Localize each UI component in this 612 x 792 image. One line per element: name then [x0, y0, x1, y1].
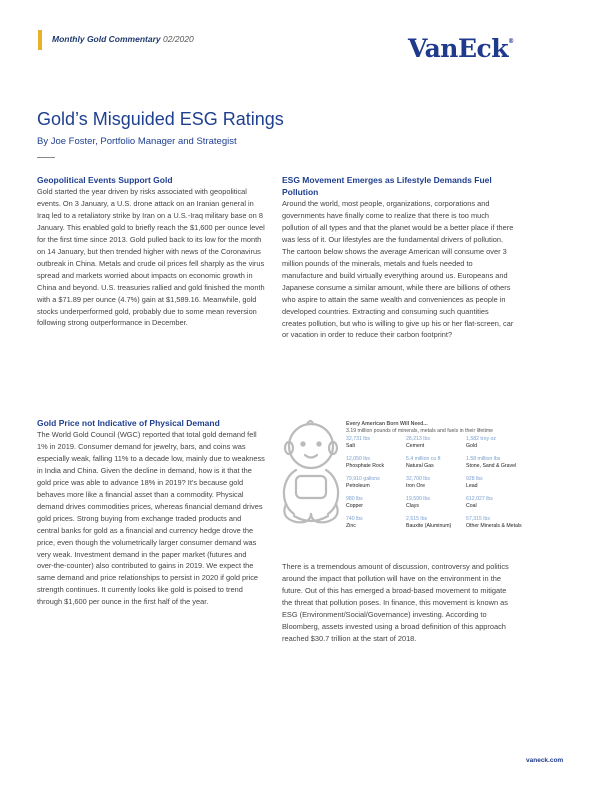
mineral-item: 2,615 lbs Bauxite (Aluminum)	[406, 516, 452, 530]
mineral-item: 1.58 million lbs Stone, Sand & Gravel	[466, 456, 517, 470]
mineral-item: 79,910 gallons Petroleum	[346, 476, 380, 490]
header-accent-bar	[38, 30, 42, 50]
mineral-item: 19,590 lbs Clays	[406, 496, 430, 510]
section-heading: Geopolitical Events Support Gold	[37, 175, 173, 185]
mineral-item: 1,582 troy oz Gold	[466, 436, 496, 450]
figure-heading	[346, 421, 493, 435]
mineral-item: 980 lbs Copper	[346, 496, 364, 510]
mineral-item: 928 lbs Lead	[466, 476, 483, 490]
vaneck-logo: VanEck®	[408, 34, 514, 63]
title-divider	[37, 157, 55, 158]
section-physical-demand	[37, 417, 265, 608]
footer-url[interactable]: vaneck.com	[526, 757, 564, 764]
byline: By Joe Foster, Portfolio Manager and Strategist	[37, 136, 237, 147]
section-geopolitical	[37, 174, 265, 329]
mineral-item: 12,050 lbs Phosphate Rock	[346, 456, 385, 470]
section-esg-continued	[282, 561, 514, 645]
mineral-item: 32,731 lbs Salt	[346, 436, 370, 450]
figure-subtitle: 3.19 million pounds of minerals, metals and fuels in their lifetime	[346, 428, 494, 434]
section-body: The World Gold Council (WGC) reported that total gold demand fell 1% in 2019. Consumer demand for jewelry, bars, and coins was especially weak, falling 11% to a decade low, mainly due to weakness in India and China. Given the decline in demand, how is it that the gold price was able to advance 18% in 2019? It’s because gold behaves more like a financial asset than a commodity. Physical demand drives commodities prices, whereas financial demand drives gold prices. Strong buying from exchange traded products and central banks for gold as a financial and currency hedge drove the price, even though the volumetrically larger consumer demand was very weak. Investment demand in the paper market (futures and over-the-counter) also contributed to gains in 2019. We expect the same demand and price relationships to persist in 2020 if gold price strength continues. It currently looks like gold is poised to trend through $1,600 per ounce in the first half of the year.	[37, 430, 265, 607]
section-body: Around the world, most people, organizations, corporations and governments have finally come to realize that there is too much pollution of all types and that the planet would be a better place if there was less of it. Our lifestyles are the fundamental drivers of pollution. The cartoon below shows the average American will consume over 3 million pounds of the minerals, metals and fuels needed to manufacture and build virtually everything around us. Europeans and Japanese consume a similar amount, while there are billions of others who aspire to attain the same wealth and conveniences as people in developed countries. Extracting and consuming such quantities creates pollution, but who is willing to give up his or her flat-screen, car or vacation in order to reduce their carbon footprint?	[282, 199, 514, 340]
baby-illustration	[278, 412, 344, 542]
mineral-item: 5.4 million cu ft Natural Gas	[406, 456, 441, 470]
mineral-item: 32,700 lbs Iron Ore	[406, 476, 430, 490]
mineral-item: 28,213 lbs Cement	[406, 436, 430, 450]
section-body: Gold started the year driven by risks associated with geopolitical events. On 3 January, a U.S. drone attack on an Iranian general in Iraq led to a retaliatory strike by Iran on a U.S.-Iraq military base on 8 January. This enabled gold to briefly reach the $1,600 per ounce level for the first time since 2013. Gold pulled back to its low for the month on 14 January, but then trended higher with news of the Coronavirus outbreak in China. Metals and crude oil prices fell sharply as the virus spread and markets worried about impacts on economic growth in China and beyond. U.S. treasuries rallied and gold finished the month with a $71.89 per ounce (4.7%) gain at $1,589.16. Meanwhile, gold stocks underperformed gold, probably due to some mean reversion following strong outperformance in December.	[37, 187, 265, 328]
header-label	[52, 34, 194, 44]
mineral-item: 57,315 lbs Other Minerals & Metals	[466, 516, 522, 530]
section-esg	[282, 174, 514, 341]
section-heading: ESG Movement Emerges as Lifestyle Demands Fuel Pollution	[282, 175, 492, 197]
page-title: Gold’s Misguided ESG Ratings	[37, 109, 284, 129]
header-date: 02/2020	[163, 34, 194, 44]
section-body: There is a tremendous amount of discussion, controversy and politics around the impact that pollution will have on the environment in the future. Out of this has emerged a broad-based movement to mitigate the threat that pollution poses. In finance, this movement is known as ESG (Environment/Social/Governance) investing. According to Bloomberg, assets invested using a broad definition of this approach reached $30.7 trillion at the start of 2018.	[282, 562, 509, 643]
mineral-item: 612,027 lbs Coal	[466, 496, 493, 510]
mineral-item: 740 lbs Zinc	[346, 516, 363, 530]
figure-title: Every American Born Will Need...	[346, 421, 428, 427]
section-heading: Gold Price not Indicative of Physical Demand	[37, 418, 220, 428]
header-series: Monthly Gold Commentary	[52, 34, 161, 44]
